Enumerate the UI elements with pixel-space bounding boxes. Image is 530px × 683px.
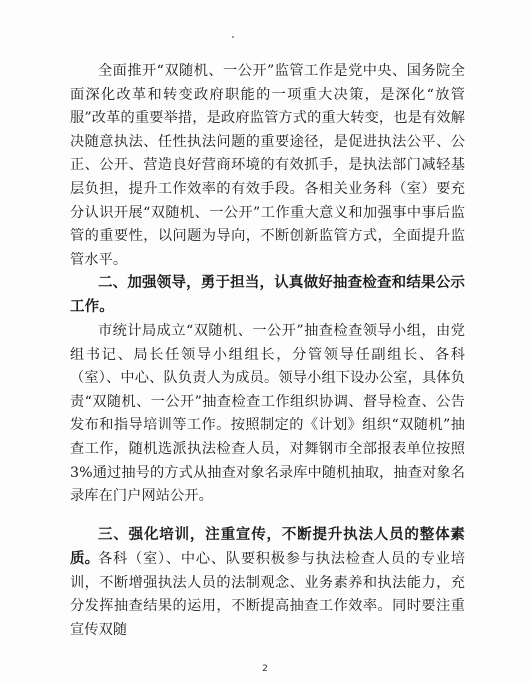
paragraph-1: 全面推开“双随机、一公开”监管工作是党中央、国务院全面深化改革和转变政府职能的一项重大决策，是深化“放管服”改革的重要举措，是政府监管方式的重大转变，也是有效解决随意执法、任性执法问题的重要途径，是促进执法公平、公正、公开、营造良好营商环境的有效抓手，是执法部门减轻基层负担，提升工作效率的有效手段。各相关业务科（室）要充分认识开展“双随机、一公开”工作重大意义和加强事中事后监管的重要性，以问题为导向，不断创新监管方式，全面提升监管水平。 xyxy=(70,63,465,268)
page-number: 2 xyxy=(262,664,268,674)
paragraph-2: 市统计局成立“双随机、一公开”抽查检查领导小组，由党组书记、局长任领导小组组长，分管领导任副组长、各科（室）、中心、队负责人为成员。领导小组下设办公室，具体负责“双随机、一公开”抽查检查工作组织协调、督导检查、公告发布和指导培训等工作。按照制定的《计划》组织“双随机”抽查工作，随机选派执法检查人员，对舞钢市全部报表单位按照3%通过抽号的方式从抽查对象名录库中随机抽取，抽查对象名录库在门户网站公开。 xyxy=(70,323,465,505)
section-heading-3: 三、强化培训，注重宣传，不断提升执法人员的整体素质。 xyxy=(70,527,465,567)
paragraph-3: 各科（室）、中心、队要积极参与执法检查人员的专业培训，不断增强执法人员的法制观念、业务素养和执法能力，充分发挥抽查结果的运用，不断提高抽查工作效率。同时要注重宣传双随 xyxy=(70,551,465,638)
section-heading-2: 二、加强领导，勇于担当，认真做好抽查检查和结果公示工作。 xyxy=(70,275,465,315)
scan-speck xyxy=(232,36,234,38)
